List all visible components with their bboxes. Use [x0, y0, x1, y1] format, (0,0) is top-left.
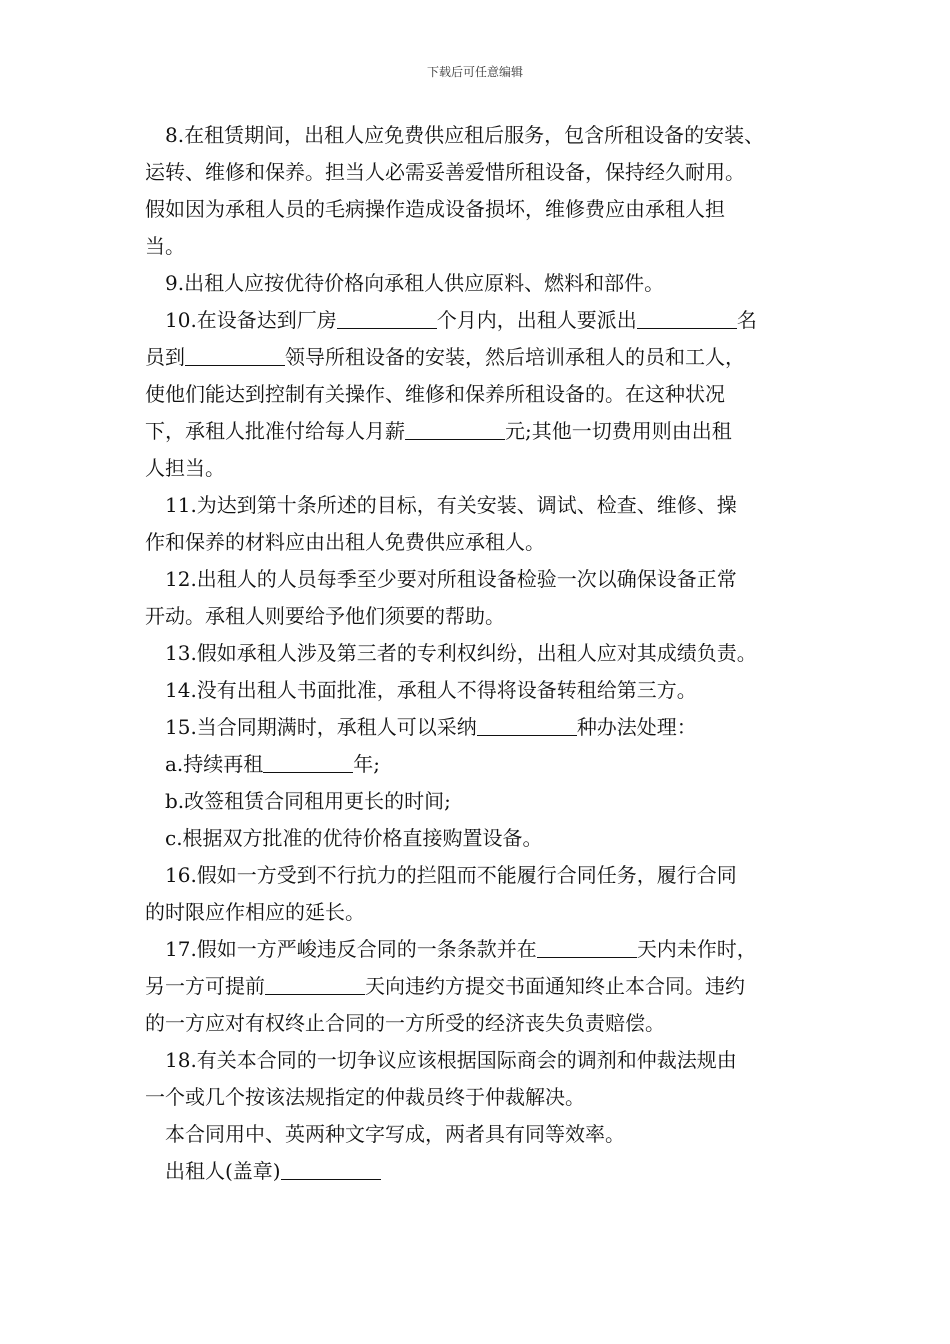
- clause-paragraph: [145, 487, 810, 561]
- text-line: [145, 709, 810, 746]
- text-segment: 年;: [353, 752, 381, 776]
- clause-paragraph: [145, 265, 810, 302]
- text-segment: 17.假如一方严峻违反合同的一条条款并在: [165, 937, 537, 961]
- text-line: [145, 857, 810, 894]
- text-segment: 天向违约方提交书面通知终止本合同。违约: [365, 974, 745, 998]
- text-line: [145, 413, 810, 450]
- text-line: [145, 228, 810, 265]
- fill-in-blank: [537, 937, 637, 958]
- text-segment: 的一方应对有权终止合同的一方所受的经济丧失负责赔偿。: [145, 1011, 665, 1035]
- clause-paragraph: [145, 117, 810, 265]
- text-line: [145, 376, 810, 413]
- text-line: [145, 1153, 810, 1190]
- text-segment: 出租人(盖章): [165, 1159, 281, 1183]
- page-header: 下载后可任意编辑: [426, 65, 523, 79]
- text-line: [145, 265, 810, 302]
- text-line: [145, 487, 810, 524]
- text-segment: 使他们能达到控制有关操作、维修和保养所租设备的。在这种状况: [145, 382, 725, 406]
- text-segment: 12.出租人的人员每季至少要对所租设备检验一次以确保设备正常: [165, 567, 737, 591]
- text-segment: 的时限应作相应的延长。: [145, 900, 365, 924]
- text-line: [145, 820, 810, 857]
- clause-paragraph: [145, 635, 810, 672]
- text-line: [145, 598, 810, 635]
- text-line: [145, 524, 810, 561]
- text-line: [145, 191, 810, 228]
- clause-paragraph: [145, 1116, 810, 1153]
- text-segment: 16.假如一方受到不行抗力的拦阻而不能履行合同任务，履行合同: [165, 863, 737, 887]
- text-segment: 9.出租人应按优待价格向承租人供应原料、燃料和部件。: [165, 271, 665, 295]
- document-body: [145, 117, 810, 1190]
- text-line: [145, 635, 810, 672]
- text-line: [145, 894, 810, 931]
- clause-paragraph: [145, 1042, 810, 1116]
- clause-paragraph: [145, 672, 810, 709]
- text-segment: 本合同用中、英两种文字写成，两者具有同等效率。: [165, 1122, 625, 1146]
- clause-paragraph: [145, 931, 810, 1042]
- clause-paragraph: [145, 709, 810, 746]
- fill-in-blank: [263, 752, 353, 773]
- text-line: [145, 968, 810, 1005]
- text-segment: b.改签租赁合同租用更长的时间;: [165, 789, 451, 813]
- text-segment: 天内未作时，: [636, 937, 757, 961]
- text-segment: c.根据双方批准的优待价格直接购置设备。: [165, 826, 543, 850]
- fill-in-blank: [637, 308, 737, 329]
- clause-paragraph: [145, 1153, 810, 1190]
- text-line: [145, 931, 810, 968]
- text-segment: 领导所租设备的安装，然后培训承租人的员和工人，: [285, 345, 745, 369]
- text-line: [145, 302, 810, 339]
- text-segment: 名: [736, 308, 757, 332]
- text-segment: 18.有关本合同的一切争议应该根据国际商会的调剂和仲裁法规由: [165, 1048, 737, 1072]
- clause-paragraph: [145, 746, 810, 783]
- fill-in-blank: [281, 1159, 381, 1180]
- text-segment: 11.为达到第十条所述的目标，有关安装、调试、检查、维修、操: [165, 493, 737, 517]
- text-segment: a.持续再租: [165, 752, 264, 776]
- clause-paragraph: [145, 302, 810, 487]
- text-segment: 15.当合同期满时，承租人可以采纳: [165, 715, 477, 739]
- text-line: [145, 339, 810, 376]
- text-segment: 当。: [145, 234, 185, 258]
- text-line: [145, 783, 810, 820]
- text-line: [145, 561, 810, 598]
- fill-in-blank: [185, 345, 285, 366]
- fill-in-blank: [265, 974, 365, 995]
- text-line: [145, 1079, 810, 1116]
- text-segment: 下，承租人批准付给每人月薪: [145, 419, 405, 443]
- text-segment: 个月内，出租人要派出: [436, 308, 637, 332]
- fill-in-blank: [477, 715, 577, 736]
- text-line: [145, 117, 810, 154]
- text-segment: 员到: [145, 345, 185, 369]
- text-segment: 运转、维修和保养。担当人必需妥善爱惜所租设备，保持经久耐用。: [145, 160, 745, 184]
- text-line: [145, 450, 810, 487]
- text-segment: 13.假如承租人涉及第三者的专利权纠纷，出租人应对其成绩负责。: [165, 641, 757, 665]
- clause-paragraph: [145, 783, 810, 820]
- text-segment: 10.在设备达到厂房: [165, 308, 337, 332]
- text-segment: 8.在租赁期间，出租人应免费供应租后服务，包含所租设备的安装、: [165, 123, 765, 147]
- fill-in-blank: [405, 419, 505, 440]
- text-segment: 一个或几个按该法规指定的仲裁员终于仲裁解决。: [145, 1085, 585, 1109]
- text-segment: 作和保养的材料应由出租人免费供应承租人。: [145, 530, 545, 554]
- text-segment: 14.没有出租人书面批准，承租人不得将设备转租给第三方。: [165, 678, 697, 702]
- text-line: [145, 1005, 810, 1042]
- fill-in-blank: [337, 308, 437, 329]
- text-segment: 种办法处理：: [576, 715, 697, 739]
- text-segment: 另一方可提前: [145, 974, 265, 998]
- text-segment: 元;其他一切费用则由出租: [505, 419, 732, 443]
- text-segment: 人担当。: [145, 456, 225, 480]
- text-segment: 假如因为承租人员的毛病操作造成设备损坏，维修费应由承租人担: [145, 197, 725, 221]
- text-segment: 开动。承租人则要给予他们须要的帮助。: [145, 604, 505, 628]
- text-line: [145, 746, 810, 783]
- clause-paragraph: [145, 561, 810, 635]
- text-line: [145, 154, 810, 191]
- text-line: [145, 672, 810, 709]
- text-line: [145, 1116, 810, 1153]
- text-line: [145, 1042, 810, 1079]
- clause-paragraph: [145, 820, 810, 857]
- clause-paragraph: [145, 857, 810, 931]
